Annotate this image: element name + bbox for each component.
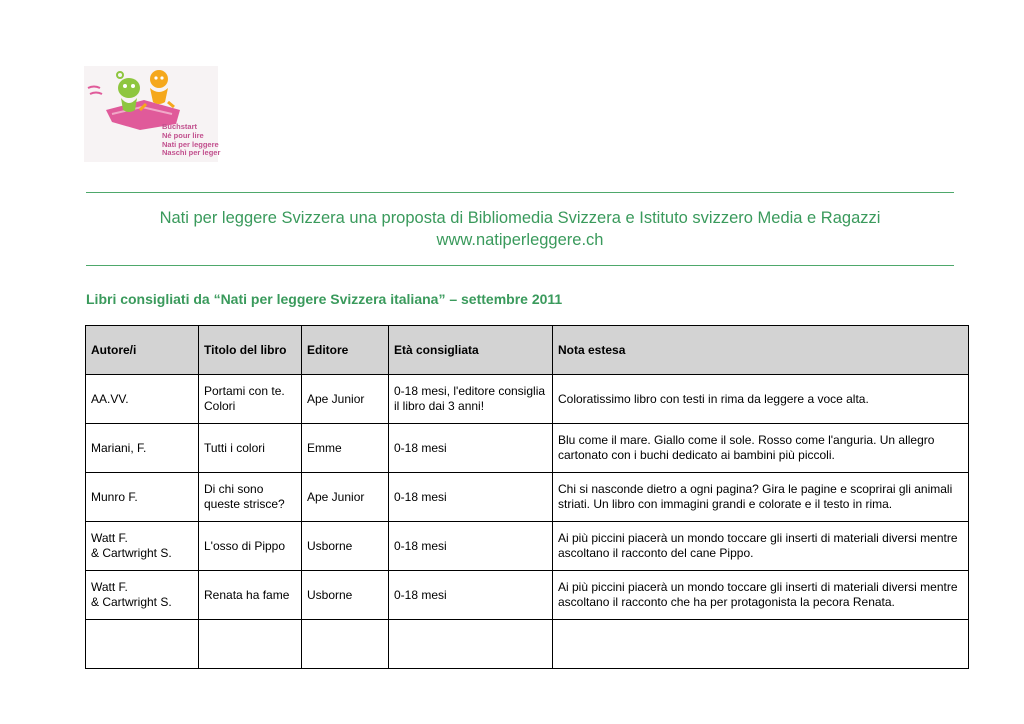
column-header: Autore/i	[86, 326, 199, 375]
cell-note: Ai più piccini piacerà un mondo toccare gli inserti di materiali diversi mentre ascoltano il racconto del cane Pippo.	[553, 522, 969, 571]
logo-line: Buchstart	[162, 122, 198, 131]
cell-title: L'osso di Pippo	[199, 522, 302, 571]
table-row	[86, 424, 969, 473]
table-row	[86, 571, 969, 620]
cell-age: 0-18 mesi	[389, 571, 553, 620]
cell-empty	[389, 620, 553, 669]
list-title: Libri consigliati da “Nati per leggere Svizzera italiana” – settembre 2011	[86, 291, 563, 307]
cell-title: Tutti i colori	[199, 424, 302, 473]
cell-author	[86, 571, 199, 620]
logo-line: Nati per leggere	[162, 139, 219, 149]
cell-note: Chi si nasconde dietro a ogni pagina? Gira le pagine e scoprirai gli animali striati. Un libro con immagini grandi e colorate e il testo in rima.	[553, 473, 969, 522]
header-title: Nati per leggere Svizzera una proposta di Bibliomedia Svizzera e Istituto svizzero Media e Ragazzi	[159, 209, 881, 227]
cell-note: Ai più piccini piacerà un mondo toccare gli inserti di materiali diversi mentre ascoltano il racconto che ha per protagonista la pecora Renata.	[553, 571, 969, 620]
divider-top	[86, 192, 954, 193]
column-header: Titolo del libro	[199, 326, 302, 375]
logo-text	[162, 123, 220, 158]
author-line: Watt F.	[91, 531, 128, 545]
logo-line: Naschì per leger	[162, 148, 221, 158]
cell-empty	[553, 620, 969, 669]
cell-note: Blu come il mare. Giallo come il sole. Rosso come l'anguria. Un allegro cartonato con i buchi dedicato ai bambini più piccoli.	[553, 424, 969, 473]
table-header-row	[86, 326, 969, 375]
table-row	[86, 522, 969, 571]
cell-title: Portami con te. Colori	[199, 375, 302, 424]
table-row	[86, 473, 969, 522]
author-line: Watt F.	[91, 580, 128, 594]
cell-publisher: Usborne	[302, 522, 389, 571]
cell-publisher: Usborne	[302, 571, 389, 620]
column-header: Nota estesa	[553, 326, 969, 375]
header-url[interactable]: www.natiperleggere.ch	[436, 231, 604, 249]
cell-publisher: Emme	[302, 424, 389, 473]
logo	[84, 66, 221, 162]
logo-line: Né pour lire	[162, 130, 204, 140]
cell-age: 0-18 mesi	[389, 473, 553, 522]
books-table	[85, 325, 969, 669]
cell-author: AA.VV.	[86, 375, 199, 424]
cell-author	[86, 522, 199, 571]
cell-empty	[86, 620, 199, 669]
column-header: Editore	[302, 326, 389, 375]
cell-note: Coloratissimo libro con testi in rima da leggere a voce alta.	[553, 375, 969, 424]
column-header: Età consigliata	[389, 326, 553, 375]
table-row	[86, 375, 969, 424]
cell-age: 0-18 mesi, l'editore consiglia il libro dai 3 anni!	[389, 375, 553, 424]
cell-empty	[302, 620, 389, 669]
cell-author: Mariani, F.	[86, 424, 199, 473]
table-row-empty	[86, 620, 969, 669]
cell-publisher: Ape Junior	[302, 375, 389, 424]
cell-title: Di chi sono queste strisce?	[199, 473, 302, 522]
cell-title: Renata ha fame	[199, 571, 302, 620]
divider-bottom	[86, 265, 954, 266]
author-line: & Cartwright S.	[91, 595, 172, 609]
cell-age: 0-18 mesi	[389, 522, 553, 571]
cell-author: Munro F.	[86, 473, 199, 522]
cell-empty	[199, 620, 302, 669]
cell-publisher: Ape Junior	[302, 473, 389, 522]
cell-age: 0-18 mesi	[389, 424, 553, 473]
author-line: & Cartwright S.	[91, 546, 172, 560]
